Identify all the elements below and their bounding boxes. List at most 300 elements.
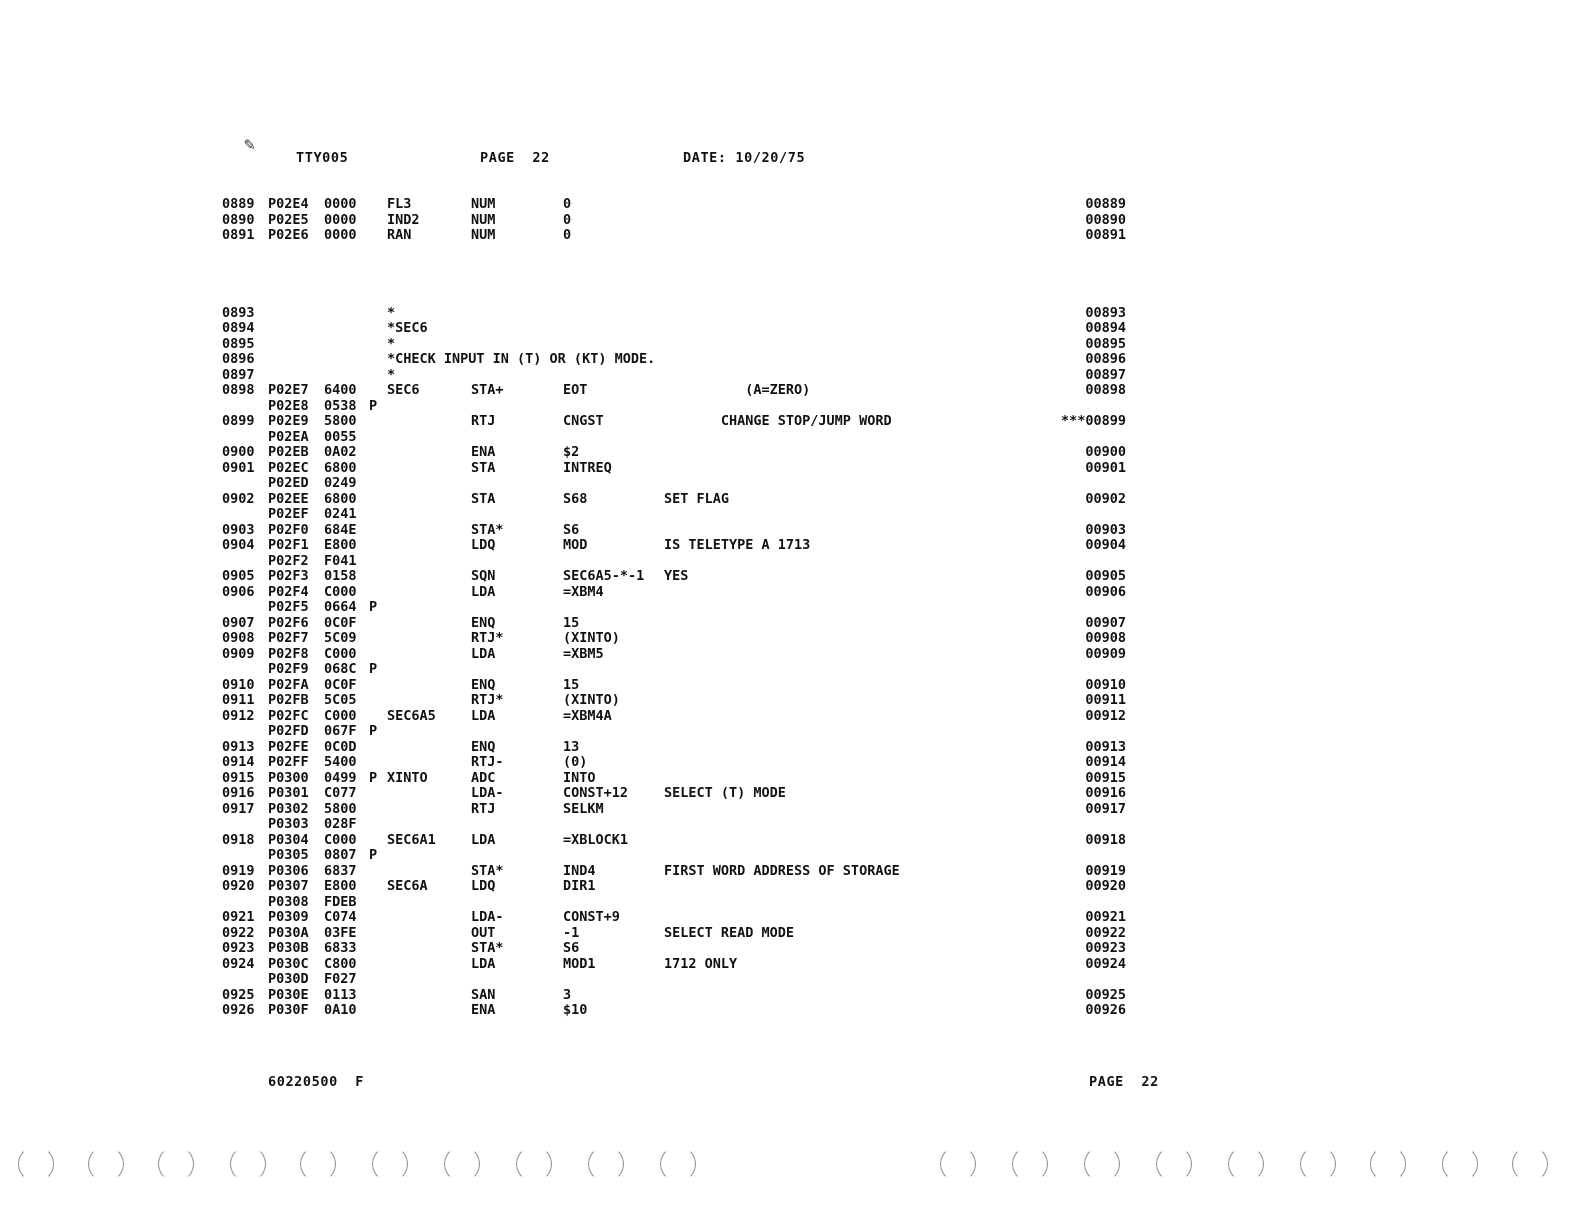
operand: SEC6A5-*-1 [563, 568, 645, 584]
opcode: LDA [471, 645, 496, 662]
location: P02FF [268, 754, 309, 770]
operand: S6 [563, 521, 580, 538]
opcode: LDQ [471, 878, 496, 894]
label: SEC6A1 [387, 831, 436, 848]
line-number: 0918 [222, 831, 255, 848]
line-number: 0925 [222, 986, 255, 1003]
label: * [387, 366, 396, 383]
sequence-number: 00907 [1085, 614, 1126, 631]
line-number: 0923 [222, 940, 255, 956]
sequence-number: 00909 [1085, 645, 1126, 662]
label: XINTO [387, 769, 428, 786]
sprocket-hole [444, 1146, 480, 1182]
operand: =XBM5 [563, 645, 604, 662]
listing-row [222, 678, 1142, 694]
location: P02E9 [268, 413, 309, 429]
sequence-number: 00900 [1085, 444, 1126, 460]
sprocket-hole [18, 1146, 54, 1182]
object-code: C077 [324, 785, 357, 801]
line-number: 0926 [222, 1002, 255, 1018]
opcode: STA* [471, 521, 504, 538]
listing-row [222, 1003, 1142, 1019]
object-code: 6800 [324, 490, 357, 507]
sprocket-hole [940, 1146, 976, 1182]
sequence-number: ***00899 [1060, 413, 1126, 429]
object-code: 0A10 [324, 1002, 357, 1018]
sequence-number: 00894 [1085, 320, 1126, 336]
sequence-number: 00897 [1085, 366, 1126, 383]
object-code: 0C0F [324, 676, 357, 693]
listing-row [222, 926, 1142, 942]
sequence-number: 00895 [1085, 335, 1126, 352]
operand: $10 [563, 1002, 588, 1018]
line-number: 0896 [222, 351, 255, 367]
location: P02EE [268, 490, 309, 507]
object-code: 5400 [324, 754, 357, 770]
line-number: 0913 [222, 738, 255, 755]
operand: CONST+9 [563, 909, 620, 925]
label: SEC6A [387, 878, 428, 894]
line-number: 0924 [222, 955, 255, 972]
sequence-number: 00904 [1085, 537, 1126, 553]
comment: FIRST WORD ADDRESS OF STORAGE [664, 862, 900, 879]
line-number: 0917 [222, 800, 255, 817]
object-code: F027 [324, 971, 357, 987]
opcode: SAN [471, 986, 496, 1003]
listing-row [222, 848, 1142, 864]
sprocket-hole [1156, 1146, 1192, 1182]
sequence-number: 00923 [1085, 940, 1126, 956]
location: P02FE [268, 738, 309, 755]
line-number: 0889 [222, 196, 255, 212]
location: P02E4 [268, 196, 309, 212]
listing-row [222, 771, 1142, 787]
relocation-flag: P [369, 397, 378, 414]
location: P02EB [268, 444, 309, 460]
opcode: STA+ [471, 382, 504, 398]
location: P02F6 [268, 614, 309, 631]
location: P0301 [268, 785, 309, 801]
sequence-number: 00889 [1085, 196, 1126, 212]
relocation-flag: P [369, 599, 378, 615]
comment: YES [664, 568, 689, 584]
opcode: ENA [471, 444, 496, 460]
listing-row [222, 476, 1142, 492]
relocation-flag: P [369, 847, 378, 863]
line-number: 0894 [222, 320, 255, 336]
line-number: 0908 [222, 630, 255, 646]
header-program: TTY005 [296, 150, 349, 166]
comment: SELECT READ MODE [664, 924, 795, 941]
line-number: 0914 [222, 754, 255, 770]
operand: 0 [563, 211, 572, 228]
sprocket-hole [1370, 1146, 1406, 1182]
sequence-number: 00915 [1085, 769, 1126, 786]
sequence-number: 00896 [1085, 351, 1126, 367]
location: P02E7 [268, 382, 309, 398]
line-number: 0911 [222, 692, 255, 708]
object-code: 6400 [324, 382, 357, 398]
listing-row [222, 864, 1142, 880]
listing-row [222, 616, 1142, 632]
operand: EOT [563, 382, 588, 398]
line-number: 0909 [222, 645, 255, 662]
listing-row [222, 228, 1142, 244]
object-code: 0241 [324, 506, 357, 522]
location: P0305 [268, 847, 309, 863]
sprocket-hole [1300, 1146, 1336, 1182]
listing-row [222, 569, 1142, 585]
listing-row [222, 492, 1142, 508]
location: P030D [268, 971, 309, 987]
line-number: 0910 [222, 676, 255, 693]
location: P02EC [268, 459, 309, 476]
line-number: 0890 [222, 211, 255, 228]
operand: (0) [563, 754, 588, 770]
line-number: 0902 [222, 490, 255, 507]
location: P02EA [268, 428, 309, 445]
opcode: ADC [471, 769, 496, 786]
sprocket-hole [516, 1146, 552, 1182]
object-code: 028F [324, 816, 357, 832]
sequence-number: 00891 [1085, 227, 1126, 243]
listing-row [222, 833, 1142, 849]
opcode: ENQ [471, 676, 496, 693]
footer-doc-number: 60220500 F [268, 1074, 365, 1090]
listing-row [222, 585, 1142, 601]
object-code: 0249 [324, 475, 357, 491]
listing-row [222, 538, 1142, 554]
location: P02F0 [268, 521, 309, 538]
operand: -1 [563, 924, 580, 941]
assembly-listing [222, 197, 1142, 1019]
location: P0300 [268, 769, 309, 786]
listing-row [222, 709, 1142, 725]
location: P02F5 [268, 599, 309, 615]
location: P030C [268, 955, 309, 972]
object-code: 0538 [324, 397, 357, 414]
line-number: 0922 [222, 924, 255, 941]
location: P0304 [268, 831, 309, 848]
listing-row [222, 879, 1142, 895]
object-code: E800 [324, 537, 357, 553]
operand: MOD1 [563, 955, 596, 972]
listing-row [222, 941, 1142, 957]
listing-row [222, 988, 1142, 1004]
location: P02FA [268, 676, 309, 693]
opcode: STA [471, 490, 496, 507]
object-code: 0C0F [324, 614, 357, 631]
operand: INTO [563, 769, 596, 786]
listing-row [222, 399, 1142, 415]
opcode: RTJ- [471, 754, 504, 770]
sequence-number: 00903 [1085, 521, 1126, 538]
sequence-number: 00921 [1085, 909, 1126, 925]
opcode: ENA [471, 1002, 496, 1018]
object-code: 03FE [324, 924, 357, 941]
sequence-number: 00905 [1085, 568, 1126, 584]
listing-row [222, 213, 1142, 229]
sprocket-hole [1228, 1146, 1264, 1182]
sequence-number: 00906 [1085, 583, 1126, 600]
listing-row [222, 554, 1142, 570]
opcode: RTJ [471, 413, 496, 429]
label: * [387, 304, 396, 321]
label: IND2 [387, 211, 420, 228]
listing-row [222, 197, 1142, 213]
operand: S6 [563, 940, 580, 956]
object-code: C000 [324, 707, 357, 724]
location: P02FD [268, 723, 309, 739]
relocation-flag: P [369, 723, 378, 739]
listing-row [222, 352, 1142, 368]
listing-row [222, 895, 1142, 911]
object-code: 0158 [324, 568, 357, 584]
listing-row [222, 430, 1142, 446]
operand: INTREQ [563, 459, 612, 476]
object-code: 0000 [324, 227, 357, 243]
location: P02FB [268, 692, 309, 708]
sequence-number: 00919 [1085, 862, 1126, 879]
line-number: 0900 [222, 444, 255, 460]
listing-row [222, 786, 1142, 802]
line-number: 0912 [222, 707, 255, 724]
operand: 13 [563, 738, 580, 755]
opcode: NUM [471, 227, 496, 243]
location: P0302 [268, 800, 309, 817]
opcode: OUT [471, 924, 496, 941]
opcode: RTJ [471, 800, 496, 817]
line-number: 0898 [222, 382, 255, 398]
listing-row [222, 693, 1142, 709]
opcode: STA* [471, 940, 504, 956]
location: P030B [268, 940, 309, 956]
listing-row [222, 306, 1142, 322]
sprocket-hole [158, 1146, 194, 1182]
line-number: 0907 [222, 614, 255, 631]
comment: IS TELETYPE A 1713 [664, 537, 811, 553]
opcode: LDA [471, 707, 496, 724]
operand: 3 [563, 986, 572, 1003]
line-number: 0906 [222, 583, 255, 600]
object-code: E800 [324, 878, 357, 894]
location: P02F1 [268, 537, 309, 553]
opcode: LDA [471, 583, 496, 600]
operand: IND4 [563, 862, 596, 879]
object-code: 5800 [324, 413, 357, 429]
opcode: LDA- [471, 785, 504, 801]
listing-row [222, 740, 1142, 756]
listing-row [222, 383, 1142, 399]
operand: =XBM4 [563, 583, 604, 600]
sequence-number: 00912 [1085, 707, 1126, 724]
footer-page: PAGE 22 [1089, 1074, 1159, 1090]
listing-row [222, 631, 1142, 647]
header-date: DATE: 10/20/75 [683, 150, 806, 166]
object-code: C000 [324, 645, 357, 662]
operand: MOD [563, 537, 588, 553]
sprocket-hole [372, 1146, 408, 1182]
object-code: 5800 [324, 800, 357, 817]
object-code: 068C [324, 661, 357, 677]
opcode: LDA [471, 955, 496, 972]
comment: 1712 ONLY [664, 955, 738, 972]
sequence-number: 00922 [1085, 924, 1126, 941]
label: *SEC6 [387, 320, 428, 336]
sprocket-holes [0, 1140, 1584, 1190]
line-number: 0905 [222, 568, 255, 584]
location: P0306 [268, 862, 309, 879]
opcode: NUM [471, 211, 496, 228]
operand: =XBLOCK1 [563, 831, 629, 848]
line-number: 0901 [222, 459, 255, 476]
sequence-number: 00910 [1085, 676, 1126, 693]
sequence-number: 00924 [1085, 955, 1126, 972]
object-code: 6837 [324, 862, 357, 879]
comment: SELECT (T) MODE [664, 785, 786, 801]
location: P0309 [268, 909, 309, 925]
sprocket-hole [88, 1146, 124, 1182]
smudge-mark: ✎ [244, 134, 255, 155]
location: P02F3 [268, 568, 309, 584]
sequence-number: 00898 [1085, 382, 1126, 398]
sequence-number: 00902 [1085, 490, 1126, 507]
sprocket-hole [660, 1146, 696, 1182]
listing-row [222, 957, 1142, 973]
operand: (XINTO) [563, 692, 620, 708]
relocation-flag: P [369, 661, 378, 677]
operand: $2 [563, 444, 580, 460]
sequence-number: 00890 [1085, 211, 1126, 228]
operand: DIR1 [563, 878, 596, 894]
operand: 0 [563, 196, 572, 212]
line-number: 0903 [222, 521, 255, 538]
location: P02F2 [268, 552, 309, 569]
sequence-number: 00918 [1085, 831, 1126, 848]
listing-row [222, 523, 1142, 539]
sequence-number: 00908 [1085, 630, 1126, 646]
opcode: ENQ [471, 614, 496, 631]
listing-row [222, 662, 1142, 678]
opcode: STA [471, 459, 496, 476]
sprocket-hole [588, 1146, 624, 1182]
listing-row [222, 414, 1142, 430]
relocation-flag: P [369, 769, 378, 786]
operand: SELKM [563, 800, 604, 817]
object-code: C074 [324, 909, 357, 925]
line-number: 0915 [222, 769, 255, 786]
sequence-number: 00914 [1085, 754, 1126, 770]
sequence-number: 00916 [1085, 785, 1126, 801]
location: P030E [268, 986, 309, 1003]
listing-row [222, 647, 1142, 663]
listing-row [222, 368, 1142, 384]
object-code: 0499 [324, 769, 357, 786]
object-code: 0055 [324, 428, 357, 445]
header-page: PAGE 22 [480, 150, 550, 166]
object-code: C800 [324, 955, 357, 972]
operand: CONST+12 [563, 785, 629, 801]
object-code: 6800 [324, 459, 357, 476]
object-code: 0807 [324, 847, 357, 863]
location: P02F4 [268, 583, 309, 600]
sequence-number: 00893 [1085, 304, 1126, 321]
sprocket-hole [1084, 1146, 1120, 1182]
label: SEC6 [387, 382, 420, 398]
sequence-number: 00911 [1085, 692, 1126, 708]
label: *CHECK INPUT IN (T) OR (KT) MODE. [387, 351, 656, 367]
listing-row [222, 724, 1142, 740]
operand: CNGST [563, 413, 604, 429]
line-number: 0904 [222, 537, 255, 553]
opcode: RTJ* [471, 692, 504, 708]
object-code: 067F [324, 723, 357, 739]
line-number: 0921 [222, 909, 255, 925]
location: P02EF [268, 506, 309, 522]
object-code: 0113 [324, 986, 357, 1003]
line-number: 0899 [222, 413, 255, 429]
line-number: 0916 [222, 785, 255, 801]
location: P02ED [268, 475, 309, 491]
operand: 15 [563, 676, 580, 693]
object-code: FDEB [324, 893, 357, 910]
object-code: 5C05 [324, 692, 357, 708]
operand: 0 [563, 227, 572, 243]
opcode: LDQ [471, 537, 496, 553]
sprocket-hole [1012, 1146, 1048, 1182]
object-code: 0000 [324, 196, 357, 212]
listing-gap [222, 244, 1142, 306]
comment: SET FLAG [664, 490, 730, 507]
listing-row [222, 321, 1142, 337]
line-number: 0920 [222, 878, 255, 894]
sprocket-hole [300, 1146, 336, 1182]
sequence-number: 00913 [1085, 738, 1126, 755]
sprocket-hole [1442, 1146, 1478, 1182]
object-code: 0C0D [324, 738, 357, 755]
opcode: NUM [471, 196, 496, 212]
object-code: C000 [324, 831, 357, 848]
sprocket-hole [230, 1146, 266, 1182]
operand: S68 [563, 490, 588, 507]
listing-row [222, 461, 1142, 477]
opcode: LDA [471, 831, 496, 848]
opcode: LDA- [471, 909, 504, 925]
object-code: 5C09 [324, 630, 357, 646]
listing-row [222, 802, 1142, 818]
operand: =XBM4A [563, 707, 612, 724]
line-number: 0895 [222, 335, 255, 352]
line-number: 0919 [222, 862, 255, 879]
object-code: 0000 [324, 211, 357, 228]
line-number: 0893 [222, 304, 255, 321]
opcode: ENQ [471, 738, 496, 755]
location: P02E5 [268, 211, 309, 228]
listing-row [222, 972, 1142, 988]
location: P02FC [268, 707, 309, 724]
location: P02F7 [268, 630, 309, 646]
opcode: SQN [471, 568, 496, 584]
location: P02F8 [268, 645, 309, 662]
location: P02E8 [268, 397, 309, 414]
operand: (XINTO) [563, 630, 620, 646]
label: FL3 [387, 196, 412, 212]
listing-row [222, 910, 1142, 926]
line-number: 0891 [222, 227, 255, 243]
location: P0303 [268, 816, 309, 832]
label: SEC6A5 [387, 707, 436, 724]
sequence-number: 00926 [1085, 1002, 1126, 1018]
